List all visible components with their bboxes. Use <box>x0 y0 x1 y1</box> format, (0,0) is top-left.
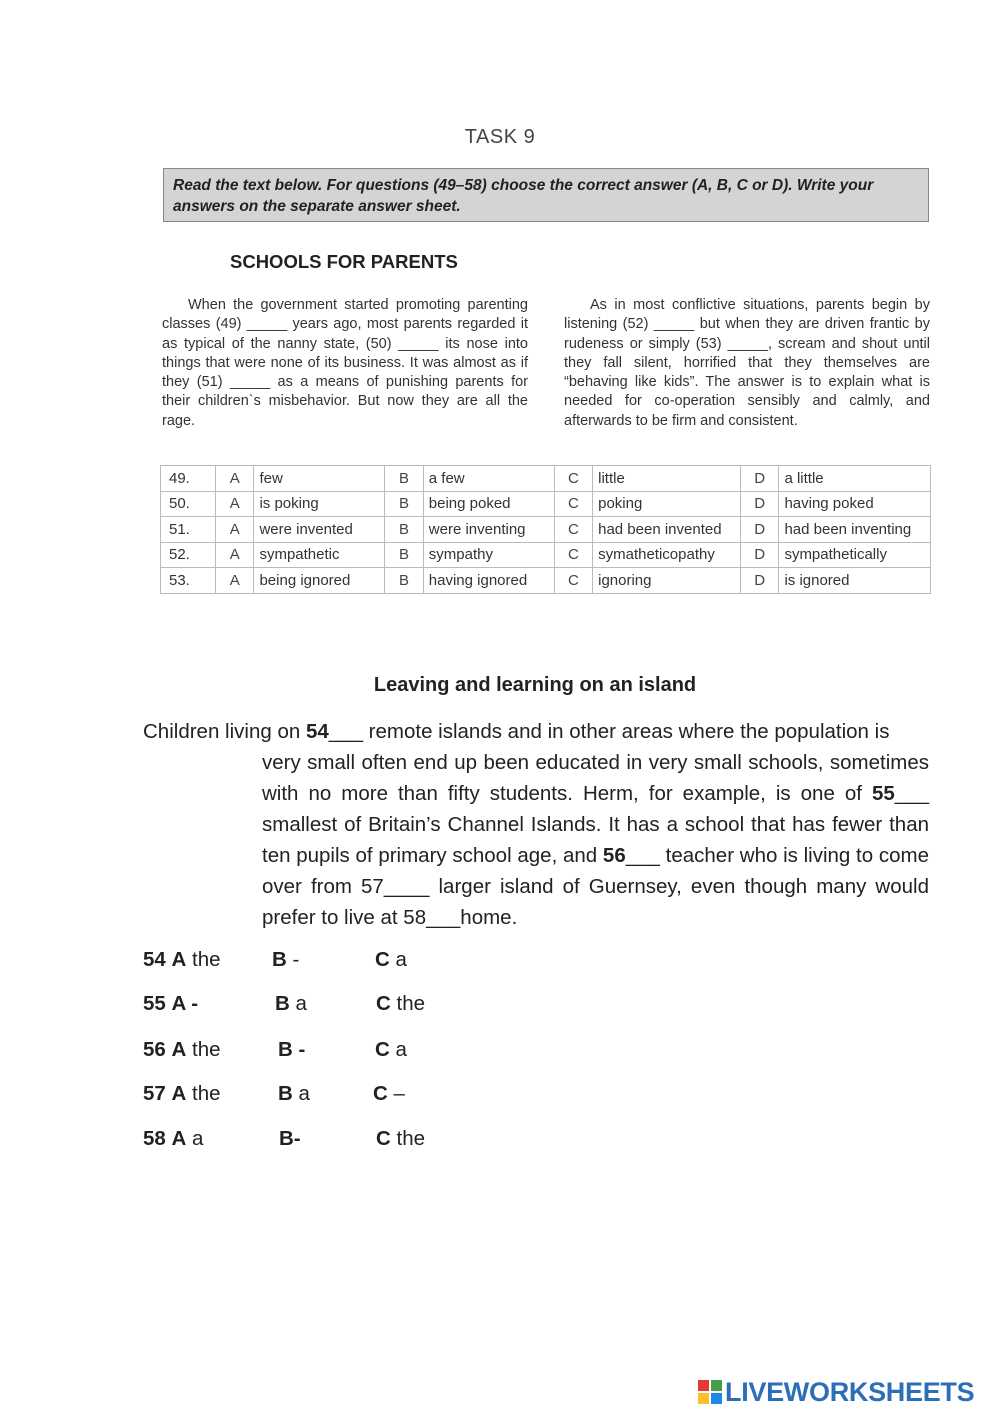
option-c-text: – <box>387 1082 405 1105</box>
option-letter-cell: A <box>215 568 253 594</box>
option-c-text: a <box>389 1038 407 1061</box>
option-c-text: the <box>390 1127 426 1150</box>
option-a-cell: were invented <box>254 517 385 543</box>
option-letter-cell: C <box>554 568 592 594</box>
option-c-letter: C <box>375 948 390 971</box>
option-c-letter: C <box>373 1082 388 1105</box>
option-a-cell: is poking <box>254 491 385 517</box>
liveworksheets-logo <box>698 1378 974 1406</box>
option-letter-cell: D <box>740 466 778 492</box>
question-option-b <box>279 1127 301 1151</box>
text-column-right-paragraph: As in most conflictive situations, parents begin by listening (52) _____ but when they are driven frantic by rudeness or simply (53) _____, scream and shout until they fall silent, horrified that they themselves are “behaving like kids”. The answer is to explain what is needed for co-operation sensibly and calmly, and afterwards to be firm and consistent. <box>564 297 930 429</box>
options-table <box>160 465 931 594</box>
question-number-cell: 52. <box>161 542 216 568</box>
option-letter-cell: D <box>740 491 778 517</box>
option-letter-cell: D <box>740 517 778 543</box>
task-title: TASK 9 <box>464 126 536 148</box>
options-row <box>161 517 931 543</box>
question-option-c <box>375 1038 407 1062</box>
question-number: 55 <box>143 992 166 1015</box>
option-a-letter: A - <box>171 992 199 1015</box>
option-letter-cell: B <box>385 568 423 594</box>
option-c-cell: symatheticopathy <box>593 542 741 568</box>
logo-square <box>698 1380 709 1391</box>
option-a-text: the <box>186 1038 221 1061</box>
option-b-text: a <box>292 1082 310 1105</box>
cloze-text: ___ teacher who is living to come over from 57____ larger island of Guernsey, even though many would prefer to live at 58___home. <box>262 844 929 929</box>
leaving-title: Leaving and learning on an island <box>373 674 697 696</box>
option-a-letter: A <box>171 1038 187 1061</box>
question-line-option-a <box>143 1038 221 1062</box>
logo-text: LIVEWORKSHEETS <box>725 1376 975 1407</box>
option-c-letter: C <box>376 992 391 1015</box>
option-letter-cell: B <box>385 542 423 568</box>
option-a-cell: sympathetic <box>254 542 385 568</box>
logo-square <box>698 1393 709 1404</box>
option-a-text: the <box>186 1082 221 1105</box>
cloze-text: ___ remote islands and in other areas where the population is <box>328 720 890 743</box>
option-b-cell: a few <box>423 466 554 492</box>
option-letter-cell: A <box>215 517 253 543</box>
option-b-letter: B <box>278 1082 293 1105</box>
cloze-text: very small often end up been educated in very small schools, sometimes with no more than fifty students. Herm, for example, is one of <box>262 751 929 805</box>
question-option-c <box>375 948 407 972</box>
options-row <box>161 491 931 517</box>
question-option-b <box>278 1038 305 1062</box>
logo-square <box>711 1380 722 1391</box>
option-letter-cell: A <box>215 491 253 517</box>
option-letter-cell: B <box>385 517 423 543</box>
question-line-option-a <box>143 992 198 1016</box>
option-d-cell: having poked <box>779 491 931 517</box>
question-number: 58 <box>143 1127 166 1150</box>
cloze-body <box>262 747 929 933</box>
cloze-text: Children living on <box>143 720 306 743</box>
question-number: 54 <box>143 948 166 971</box>
option-a-cell: being ignored <box>254 568 385 594</box>
question-option-b <box>275 992 307 1016</box>
option-b-letter: B - <box>278 1038 306 1061</box>
question-line-option-a <box>143 1082 221 1106</box>
option-c-cell: had been invented <box>593 517 741 543</box>
option-c-cell: little <box>593 466 741 492</box>
question-number-cell: 50. <box>161 491 216 517</box>
option-c-letter: C <box>376 1127 391 1150</box>
question-number: 56 <box>143 1038 166 1061</box>
question-number-cell: 53. <box>161 568 216 594</box>
option-a-letter: A <box>171 1127 187 1150</box>
question-line-option-a <box>143 1127 203 1151</box>
option-letter-cell: A <box>215 466 253 492</box>
question-option-c <box>373 1082 405 1106</box>
option-c-text: a <box>389 948 407 971</box>
question-number-cell: 51. <box>161 517 216 543</box>
option-letter-cell: C <box>554 542 592 568</box>
option-a-cell: few <box>254 466 385 492</box>
option-letter-cell: A <box>215 542 253 568</box>
logo-square <box>711 1393 722 1404</box>
option-b-letter: B <box>275 992 290 1015</box>
option-letter-cell: C <box>554 517 592 543</box>
option-c-letter: C <box>375 1038 390 1061</box>
option-b-cell: sympathy <box>423 542 554 568</box>
option-a-text: a <box>186 1127 204 1150</box>
question-number-cell: 49. <box>161 466 216 492</box>
question-number: 57 <box>143 1082 166 1105</box>
text-column-left <box>162 296 528 431</box>
question-option-b <box>278 1082 310 1106</box>
question-option-c <box>376 992 425 1016</box>
option-d-cell: had been inventing <box>779 517 931 543</box>
option-b-text: a <box>289 992 307 1015</box>
text-column-left-paragraph: When the government started promoting parenting classes (49) _____ years ago, most parents regarded it as typical of the nanny state, (50) _____ its nose into things that were none of its business. It was almost as if they (51) _____ as a means of punishing parents for their children`s misbehavior. But now they are all the rage. <box>162 297 528 429</box>
logo-grid-icon <box>698 1380 722 1404</box>
gap-number-55: 55 <box>871 782 895 805</box>
question-line-option-a <box>143 948 221 972</box>
options-row <box>161 466 931 492</box>
option-b-cell: being poked <box>423 491 554 517</box>
instructions-box: Read the text below. For questions (49–58) choose the correct answer (A, B, C or D). Write your answers on the separate answer sheet. <box>163 168 929 222</box>
cloze-text: ___ smallest of Britain’s Channel Islands. It has a school that has fewer than ten pupils of primary school age, and <box>262 782 929 867</box>
option-d-cell: sympathetically <box>779 542 931 568</box>
options-row <box>161 542 931 568</box>
gap-number-54: 54 <box>305 720 329 743</box>
gap-number-56: 56 <box>602 844 626 867</box>
cloze-first-line <box>143 716 929 747</box>
option-c-cell: poking <box>593 491 741 517</box>
option-d-cell: is ignored <box>779 568 931 594</box>
option-d-cell: a little <box>779 466 931 492</box>
option-a-text: the <box>186 948 221 971</box>
option-letter-cell: B <box>385 466 423 492</box>
question-option-c <box>376 1127 425 1151</box>
option-letter-cell: C <box>554 491 592 517</box>
option-c-text: the <box>390 992 426 1015</box>
option-a-letter: A <box>171 1082 187 1105</box>
option-b-cell: were inventing <box>423 517 554 543</box>
option-letter-cell: B <box>385 491 423 517</box>
option-letter-cell: D <box>740 568 778 594</box>
question-option-b <box>272 948 299 972</box>
option-letter-cell: C <box>554 466 592 492</box>
option-letter-cell: D <box>740 542 778 568</box>
option-c-cell: ignoring <box>593 568 741 594</box>
option-b-letter: B <box>272 948 287 971</box>
text-column-right <box>564 296 930 431</box>
option-b-cell: having ignored <box>423 568 554 594</box>
option-a-letter: A <box>171 948 187 971</box>
option-b-letter: B- <box>279 1127 301 1150</box>
schools-title: SCHOOLS FOR PARENTS <box>230 251 458 272</box>
option-b-text: - <box>286 948 300 971</box>
options-row <box>161 568 931 594</box>
